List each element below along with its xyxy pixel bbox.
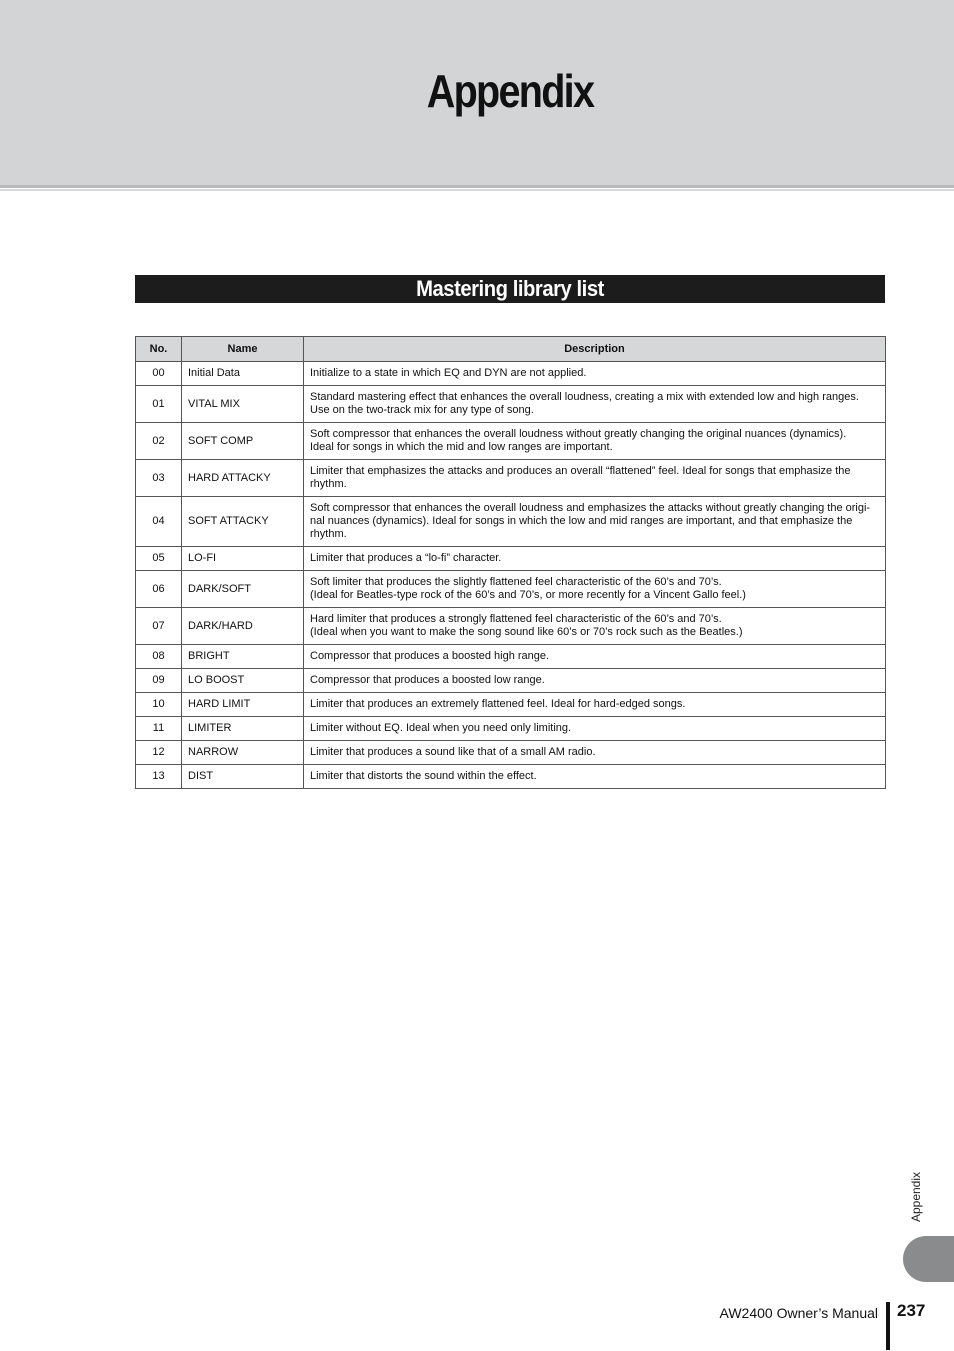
description-line: Hard limiter that produces a strongly flattened feel characteristic of the 60’s and 70’s.	[310, 613, 722, 625]
cell-name: BRIGHT	[182, 645, 304, 669]
cell-name: DARK/HARD	[182, 608, 304, 645]
description-line: Compressor that produces a boosted low range.	[310, 674, 545, 686]
table-header-row	[136, 337, 886, 362]
cell-description	[304, 460, 886, 497]
cell-no: 05	[136, 547, 182, 571]
cell-no: 02	[136, 423, 182, 460]
cell-description	[304, 717, 886, 741]
chapter-thumb-tab	[903, 1236, 954, 1282]
table-row	[136, 608, 886, 645]
cell-name: SOFT COMP	[182, 423, 304, 460]
table-row	[136, 717, 886, 741]
description-line: Limiter that produces a sound like that of a small AM radio.	[310, 746, 596, 758]
cell-description	[304, 547, 886, 571]
description-line: (Ideal for Beatles-type rock of the 60’s and 70’s, or more recently for a Vincent Gallo feel.)	[310, 589, 746, 601]
cell-name: LIMITER	[182, 717, 304, 741]
side-tab-label-text: Appendix	[909, 1171, 923, 1223]
description-line: Soft compressor that enhances the overall loudness and emphasizes the attacks without greatly changing the origi-	[310, 502, 871, 514]
cell-no: 06	[136, 571, 182, 608]
description-line: nal nuances (dynamics). Ideal for songs in which the low and mid ranges are important, and that emphasize the	[310, 515, 853, 527]
cell-no: 03	[136, 460, 182, 497]
cell-name: HARD LIMIT	[182, 693, 304, 717]
description-line: Compressor that produces a boosted high range.	[310, 650, 550, 662]
header-divider	[0, 185, 954, 188]
cell-no: 07	[136, 608, 182, 645]
cell-no: 11	[136, 717, 182, 741]
cell-name: SOFT ATTACKY	[182, 497, 304, 547]
cell-no: 04	[136, 497, 182, 547]
page-number: 237	[897, 1301, 926, 1320]
description-line: rhythm.	[310, 478, 347, 490]
table-row	[136, 386, 886, 423]
table-row	[136, 571, 886, 608]
cell-description	[304, 362, 886, 386]
description-line: Limiter that produces an extremely flattened feel. Ideal for hard-edged songs.	[310, 698, 686, 710]
column-header-no: No.	[136, 337, 182, 362]
table-row	[136, 645, 886, 669]
description-line: Initialize to a state in which EQ and DYN are not applied.	[310, 367, 587, 379]
description-line: Limiter that emphasizes the attacks and produces an overall “flattened” feel. Ideal for songs that emphasize the	[310, 465, 851, 477]
table-row	[136, 669, 886, 693]
cell-description	[304, 571, 886, 608]
section-heading-bar	[135, 275, 885, 303]
cell-no: 00	[136, 362, 182, 386]
cell-name: HARD ATTACKY	[182, 460, 304, 497]
cell-description	[304, 423, 886, 460]
column-header-description: Description	[304, 337, 886, 362]
description-line: (Ideal when you want to make the song sound like 60’s or 70’s rock such as the Beatles.)	[310, 626, 743, 638]
description-line: Limiter that distorts the sound within the effect.	[310, 770, 537, 782]
cell-description	[304, 386, 886, 423]
side-tab-label	[908, 1166, 924, 1228]
cell-description	[304, 669, 886, 693]
description-line: rhythm.	[310, 528, 347, 540]
table-row	[136, 547, 886, 571]
cell-name: LO-FI	[182, 547, 304, 571]
cell-name: NARROW	[182, 741, 304, 765]
cell-description	[304, 693, 886, 717]
table-row	[136, 741, 886, 765]
cell-description	[304, 497, 886, 547]
mastering-library-table	[135, 336, 886, 789]
table-row	[136, 460, 886, 497]
description-line: Soft limiter that produces the slightly flattened feel characteristic of the 60’s and 70’s.	[310, 576, 722, 588]
description-line: Ideal for songs in which the mid and low ranges are important.	[310, 441, 613, 453]
table-row	[136, 765, 886, 789]
description-line: Limiter that produces a “lo-fi” character.	[310, 552, 502, 564]
cell-no: 08	[136, 645, 182, 669]
table-row	[136, 362, 886, 386]
cell-no: 01	[136, 386, 182, 423]
table-row	[136, 497, 886, 547]
chapter-title: Appendix	[426, 65, 594, 117]
cell-name: VITAL MIX	[182, 386, 304, 423]
footer-manual-title: AW2400 Owner’s Manual	[719, 1305, 878, 1321]
section-title: Mastering library list	[416, 276, 604, 301]
cell-name: DIST	[182, 765, 304, 789]
cell-no: 12	[136, 741, 182, 765]
cell-no: 13	[136, 765, 182, 789]
description-line: Use on the two-track mix for any type of song.	[310, 404, 534, 416]
cell-description	[304, 645, 886, 669]
cell-description	[304, 608, 886, 645]
cell-description	[304, 741, 886, 765]
description-line: Limiter without EQ. Ideal when you need only limiting.	[310, 722, 572, 734]
table-row	[136, 423, 886, 460]
header-divider-light	[0, 189, 954, 191]
cell-description	[304, 765, 886, 789]
footer-divider	[886, 1302, 890, 1350]
table-body	[136, 362, 886, 789]
description-line: Soft compressor that enhances the overall loudness without greatly changing the original nuances (dynamics).	[310, 428, 847, 440]
table-row	[136, 693, 886, 717]
cell-name: Initial Data	[182, 362, 304, 386]
column-header-name: Name	[182, 337, 304, 362]
description-line: Standard mastering effect that enhances the overall loudness, creating a mix with extended low and high ranges.	[310, 391, 859, 403]
cell-name: LO BOOST	[182, 669, 304, 693]
cell-name: DARK/SOFT	[182, 571, 304, 608]
cell-no: 10	[136, 693, 182, 717]
cell-no: 09	[136, 669, 182, 693]
